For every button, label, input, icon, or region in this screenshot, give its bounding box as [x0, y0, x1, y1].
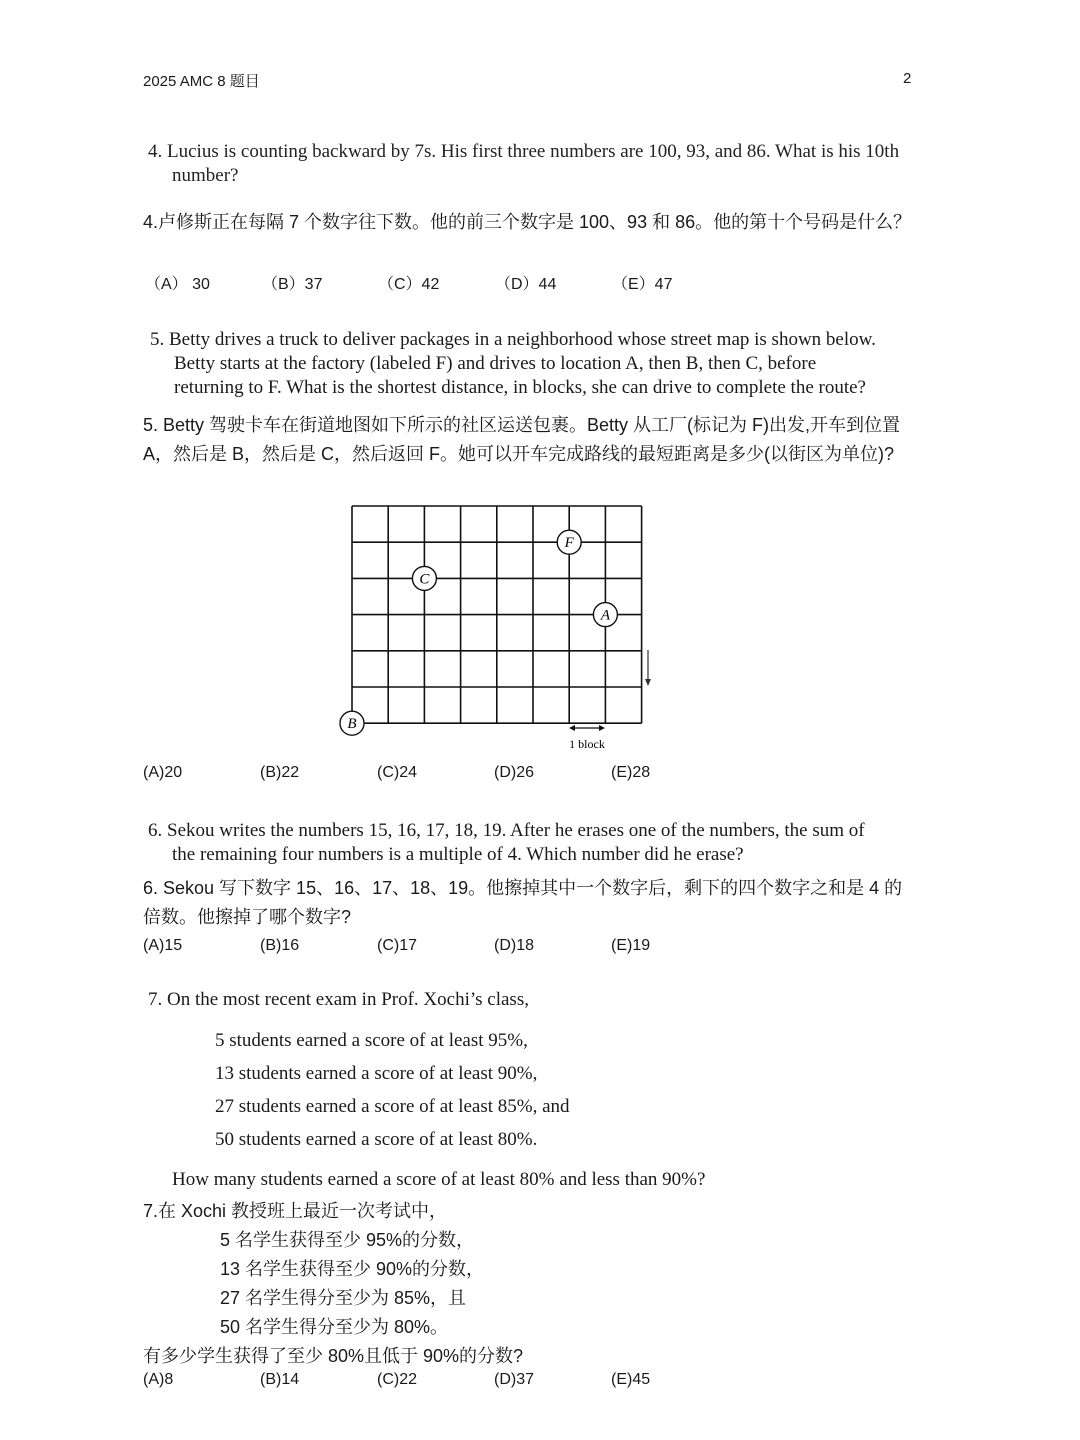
- q5-english-line2: Betty starts at the factory (labeled F) and drives to location A, then B, then C, before: [174, 353, 817, 374]
- q7-chinese-item-1: 5 名学生获得至少 95%的分数，: [220, 1230, 475, 1250]
- q6-choice-a: (A)15: [143, 937, 183, 954]
- q6-choice-c: (C)17: [377, 937, 418, 954]
- q7-chinese-item-4: 50 名学生得分至少为 80%。: [220, 1317, 449, 1337]
- q6-choice-d: (D)18: [494, 937, 535, 954]
- q6-english-line1: 6. Sekou writes the numbers 15, 16, 17, 18, 19. After he erases one of the numbers, the sum of: [148, 820, 865, 841]
- q4-choice-d: （D）44: [495, 276, 557, 293]
- q7-choice-b: (B)14: [260, 1371, 300, 1388]
- q5-choice-c: (C)24: [377, 764, 418, 781]
- street-map-grid: [335, 498, 665, 756]
- q5-choice-b: (B)22: [260, 764, 300, 781]
- q4-choice-b: （B）37: [262, 276, 323, 293]
- q7-chinese-intro: 7.在 Xochi 教授班上最近一次考试中，: [143, 1201, 448, 1221]
- q7-choice-c: (C)22: [377, 1371, 418, 1388]
- q5-choice-a: (A)20: [143, 764, 183, 781]
- q7-chinese-question: 有多少学生获得了至少 80%且低于 90%的分数?: [143, 1346, 524, 1366]
- q5-choice-d: (D)26: [494, 764, 535, 781]
- q6-choice-b: (B)16: [260, 937, 300, 954]
- location-c-label: C: [419, 571, 430, 588]
- q7-english-item-1: 5 students earned a score of at least 95%,: [215, 1030, 528, 1051]
- q7-chinese-item-3: 27 名学生得分至少为 85%，且: [220, 1288, 467, 1308]
- location-f-label: F: [564, 535, 574, 552]
- q7-choice-d: (D)37: [494, 1371, 535, 1388]
- artifact-arrow: [645, 650, 651, 686]
- page-header-title: 2025 AMC 8 题目: [143, 73, 260, 90]
- page-number: 2: [903, 70, 912, 87]
- location-a-label: A: [600, 607, 610, 624]
- q4-choice-e: （E）47: [612, 276, 673, 293]
- q5-choice-e: (E)28: [611, 764, 651, 781]
- q7-english-question: How many students earned a score of at least 80% and less than 90%?: [172, 1169, 706, 1190]
- q5-english-line1: 5. Betty drives a truck to deliver packages in a neighborhood whose street map is shown below.: [150, 329, 876, 350]
- q7-english-item-2: 13 students earned a score of at least 90%,: [215, 1063, 538, 1084]
- q7-english-intro: 7. On the most recent exam in Prof. Xochi’s class,: [148, 989, 529, 1010]
- q5-english-line3: returning to F. What is the shortest distance, in blocks, she can drive to complete the route?: [174, 377, 866, 398]
- q7-choice-a: (A)8: [143, 1371, 174, 1388]
- q7-english-item-4: 50 students earned a score of at least 80%.: [215, 1129, 538, 1150]
- q4-choice-a: （A） 30: [145, 276, 210, 293]
- scale-bar: [569, 725, 605, 751]
- q4-english-text: 4. Lucius is counting backward by 7s. His first three numbers are 100, 93, and 86. What is his 10th number?: [148, 141, 900, 186]
- location-b-label: B: [347, 716, 357, 733]
- q5-chinese-text: 5. Betty 驾驶卡车在街道地图如下所示的社区运送包裹。Betty 从工厂(标记为 F)出发,开车到位置 A，然后是 B，然后是 C，然后返回 F。她可以开车完成路线的最短距离是多少(以街区为单位)?: [143, 415, 901, 464]
- q4-choice-c: （C）42: [378, 276, 440, 293]
- street-map: [335, 498, 665, 756]
- scale-label: 1 block: [569, 737, 605, 751]
- q6-english-line2: the remaining four numbers is a multiple of 4. Which number did he erase?: [172, 844, 744, 865]
- q7-english-item-3: 27 students earned a score of at least 85%, and: [215, 1096, 570, 1117]
- q7-chinese-item-2: 13 名学生获得至少 90%的分数，: [220, 1259, 485, 1279]
- q4-chinese-text: 4.卢修斯正在每隔 7 个数字往下数。他的前三个数字是 100、93 和 86。他的第十个号码是什么？: [143, 212, 912, 232]
- q7-choice-e: (E)45: [611, 1371, 651, 1388]
- q6-chinese-text: 6. Sekou 写下数字 15、16、17、18、19。他擦掉其中一个数字后，剩下的四个数字之和是 4 的倍数。他擦掉了哪个数字?: [143, 878, 903, 927]
- q6-choice-e: (E)19: [611, 937, 651, 954]
